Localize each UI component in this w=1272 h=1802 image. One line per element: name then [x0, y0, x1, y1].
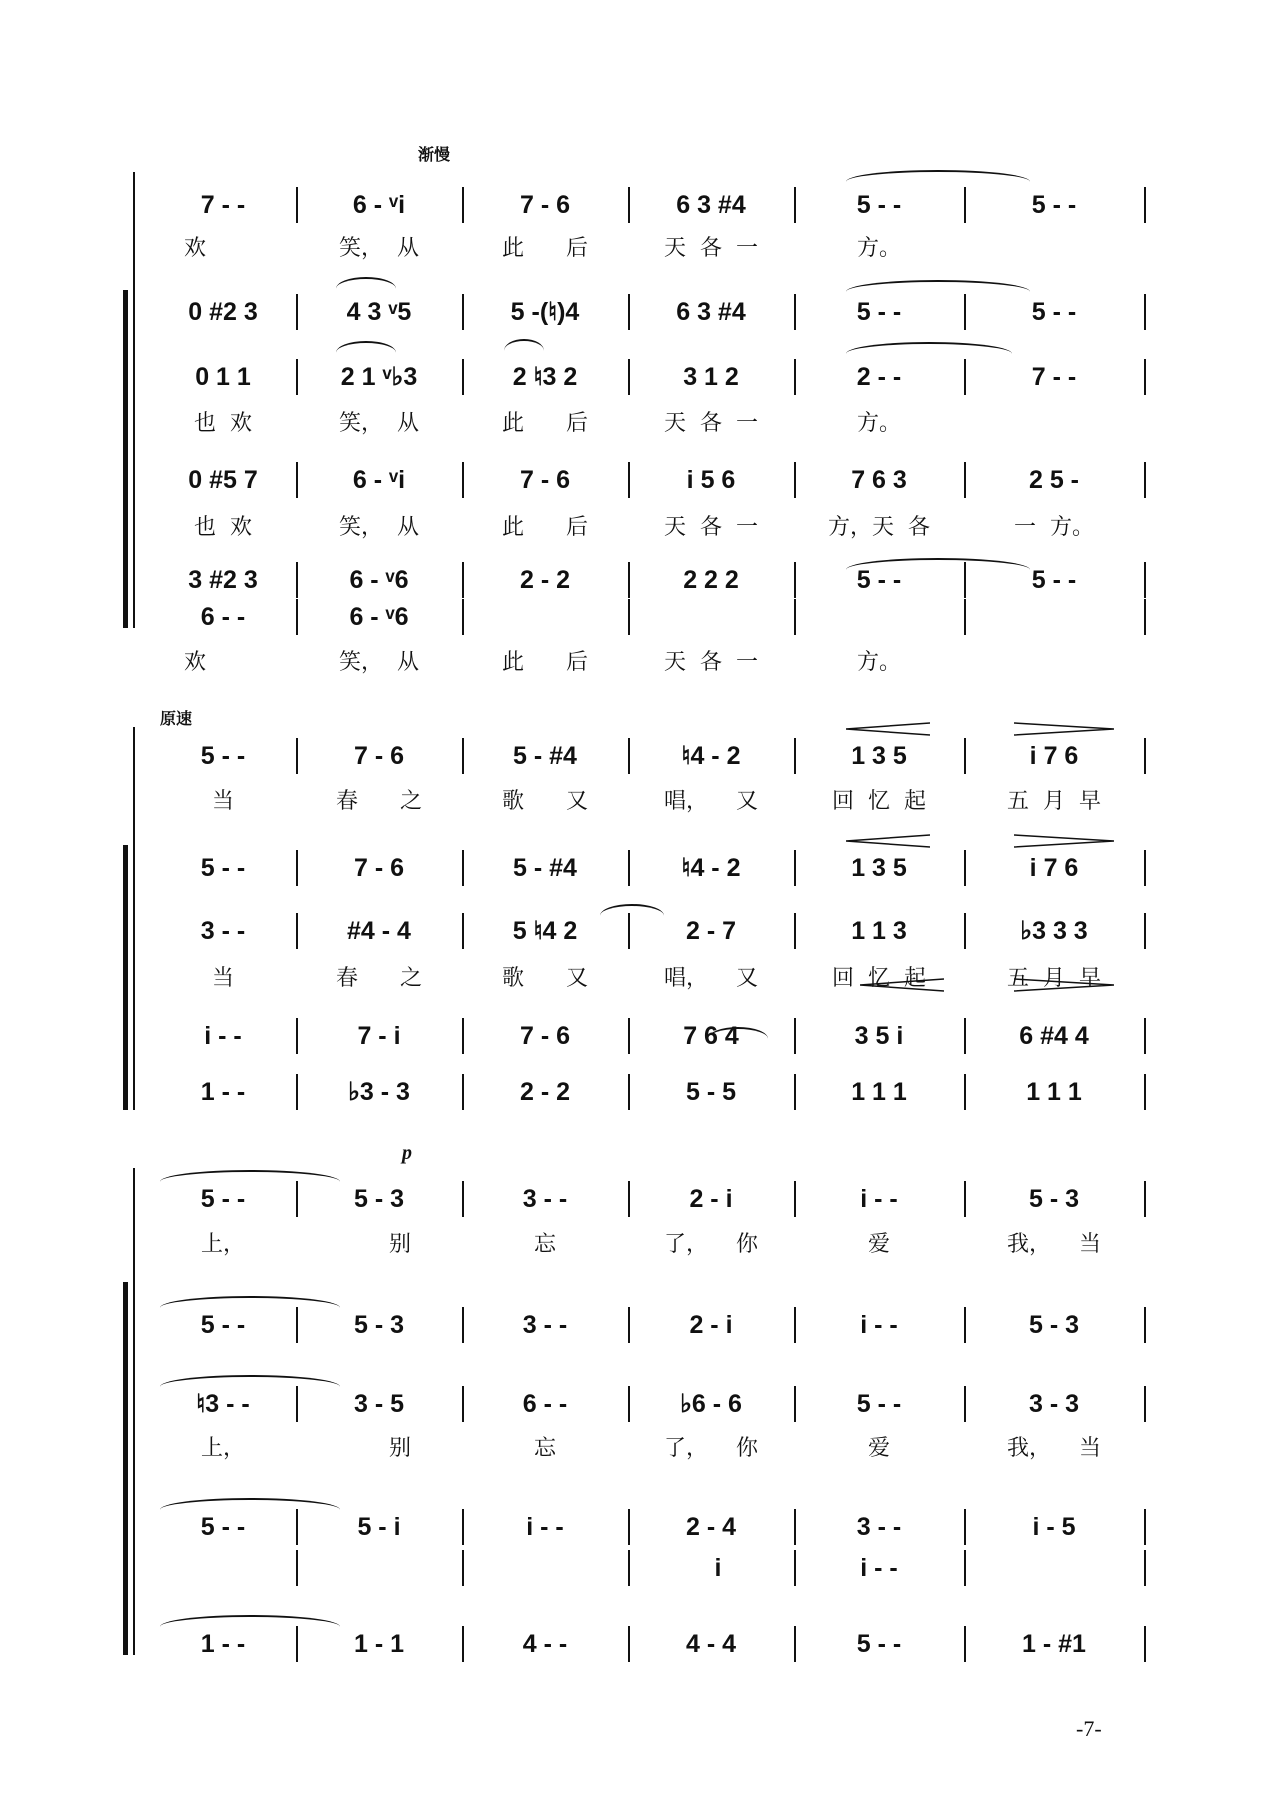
measure: i 7 6: [1029, 854, 1079, 882]
measure: 5 - 3: [1028, 1311, 1080, 1339]
tie: [160, 1375, 340, 1387]
barline: [628, 599, 630, 635]
measure: 0 1 1: [195, 363, 251, 391]
crescendo-hairpin: [860, 978, 944, 992]
measure: 7 - 6: [519, 466, 571, 494]
lyric: 歌 又: [502, 966, 588, 991]
measure: 6 - -: [200, 603, 246, 631]
barline: [794, 738, 796, 774]
measure: 2 - -: [856, 363, 902, 391]
lyric: 了， 你: [664, 1436, 758, 1461]
measure: 2 2 2: [683, 566, 739, 594]
barline: [794, 462, 796, 498]
measure: 5 - 5: [685, 1078, 737, 1106]
staff-row: [0, 185, 1272, 225]
measure: 3 - -: [856, 1513, 902, 1541]
measure: 5 ♮4 2: [512, 917, 578, 945]
measure: ♭3 - 3: [348, 1078, 410, 1106]
barline: [794, 1626, 796, 1662]
measure: i - -: [860, 1311, 898, 1339]
measure: 1 - 1: [353, 1630, 405, 1658]
barline: [1144, 1509, 1146, 1545]
barline: [462, 738, 464, 774]
staff-row: [0, 560, 1272, 600]
measure: 3 - 5: [353, 1390, 405, 1418]
barline: [462, 1307, 464, 1343]
barline: [628, 1181, 630, 1217]
lyric: 天 各 一: [664, 411, 758, 436]
barline: [628, 1626, 630, 1662]
barline: [628, 1386, 630, 1422]
barline: [462, 1074, 464, 1110]
lyric: 爱: [867, 1232, 890, 1257]
lyric: 方。: [856, 650, 901, 675]
measure: 5 - -: [200, 1311, 246, 1339]
lyric: 此 后: [502, 236, 588, 261]
measure: ♮3 - -: [196, 1390, 250, 1418]
barline: [794, 1074, 796, 1110]
measure: 5 - -: [200, 742, 246, 770]
barline: [964, 850, 966, 886]
barline: [1144, 1181, 1146, 1217]
staff-row: [0, 1305, 1272, 1345]
lyric: 春 之: [336, 966, 422, 991]
lyric: 笑， 从: [339, 650, 419, 675]
measure: 2 5 -: [1028, 466, 1080, 494]
barline: [628, 913, 630, 949]
barline: [1144, 294, 1146, 330]
measure: 4 - 4: [685, 1630, 737, 1658]
barline: [628, 1509, 630, 1545]
barline: [1144, 1307, 1146, 1343]
barline: [1144, 913, 1146, 949]
barline: [296, 1386, 298, 1422]
barline: [794, 1509, 796, 1545]
lyric-row: [0, 786, 1272, 818]
barline: [296, 913, 298, 949]
tie: [160, 1170, 340, 1182]
dynamic-marking: p: [402, 1142, 412, 1164]
barline: [964, 1550, 966, 1586]
barline: [1144, 1018, 1146, 1054]
measure: 5 -(♮)4: [510, 298, 580, 326]
barline: [964, 599, 966, 635]
lyric: 春 之: [336, 789, 422, 814]
barline: [964, 1386, 966, 1422]
measure: 6 - ᵛi: [352, 466, 406, 494]
lyric: 一 方。: [1014, 515, 1094, 540]
barline: [794, 850, 796, 886]
staff-row: [0, 1384, 1272, 1424]
barline: [296, 1074, 298, 1110]
measure: 6 - -: [522, 1390, 568, 1418]
decrescendo-hairpin: [1014, 834, 1114, 848]
measure: 0 #5 7: [188, 466, 258, 494]
lyric: 回 忆 起: [832, 789, 926, 814]
measure: 5 - -: [856, 191, 902, 219]
lyric: 方。: [856, 236, 901, 261]
measure: 1 - -: [200, 1630, 246, 1658]
barline: [462, 294, 464, 330]
barline: [1144, 187, 1146, 223]
tie: [846, 342, 1012, 354]
staff-row: [0, 1016, 1272, 1056]
measure: 5 - -: [856, 1390, 902, 1418]
measure: i - -: [526, 1513, 564, 1541]
barline: [462, 562, 464, 598]
barline: [794, 913, 796, 949]
lyric: 忘: [533, 1232, 556, 1257]
barline: [964, 1307, 966, 1343]
measure: 5 - -: [1031, 298, 1077, 326]
measure: 2 ♮3 2: [512, 363, 578, 391]
lyric-row: [0, 233, 1272, 265]
lyric: 当: [211, 966, 234, 991]
measure: i 7 6: [1029, 742, 1079, 770]
measure: 5 - 3: [1028, 1185, 1080, 1213]
lyric: 歌 又: [502, 789, 588, 814]
staff-row: [0, 1507, 1272, 1547]
lyric: 忘: [533, 1436, 556, 1461]
barline: [296, 850, 298, 886]
tie: [336, 341, 396, 353]
staff-row: [0, 736, 1272, 776]
barline: [296, 359, 298, 395]
barline: [296, 1018, 298, 1054]
barline: [1144, 359, 1146, 395]
measure: 1 1 1: [1026, 1078, 1082, 1106]
lyric: 上，: [200, 1436, 245, 1461]
barline: [628, 1307, 630, 1343]
lyric: 五 月 早: [1007, 966, 1101, 991]
measure: 5 - i: [357, 1513, 401, 1541]
barline: [964, 1181, 966, 1217]
measure: ♮4 - 2: [681, 854, 741, 882]
measure: 4 3 ᵛ5: [346, 298, 412, 326]
crescendo-hairpin: [846, 834, 930, 848]
lyric-row: [0, 1433, 1272, 1465]
barline: [1144, 562, 1146, 598]
measure: 2 - 2: [519, 1078, 571, 1106]
measure: 2 - i: [689, 1185, 733, 1213]
barline: [462, 1018, 464, 1054]
barline: [964, 359, 966, 395]
lyric: 我， 当: [1007, 1436, 1101, 1461]
barline: [964, 1626, 966, 1662]
barline: [964, 1018, 966, 1054]
barline: [964, 462, 966, 498]
measure: 2 - i: [689, 1311, 733, 1339]
barline: [1144, 850, 1146, 886]
tie: [160, 1615, 340, 1627]
measure: 2 1 ᵛ♭3: [340, 363, 418, 391]
measure: i - 5: [1032, 1513, 1076, 1541]
measure: 3 - -: [200, 917, 246, 945]
barline: [794, 187, 796, 223]
staff-row: [0, 460, 1272, 500]
barline: [296, 1307, 298, 1343]
staff-row: [0, 1624, 1272, 1664]
barline: [296, 599, 298, 635]
lyric: 唱， 又: [664, 966, 758, 991]
barline: [462, 187, 464, 223]
barline: [628, 738, 630, 774]
measure: 5 - -: [200, 854, 246, 882]
lyric: 爱: [867, 1436, 890, 1461]
barline: [1144, 738, 1146, 774]
measure: 5 - -: [856, 1630, 902, 1658]
staff-row: [0, 1548, 1272, 1588]
measure: 7 - i: [357, 1022, 401, 1050]
barline: [964, 1509, 966, 1545]
measure: 5 - #4: [513, 854, 577, 882]
decrescendo-hairpin: [1014, 978, 1114, 992]
lyric: 别: [347, 1436, 411, 1461]
barline: [964, 738, 966, 774]
measure: 5 - 3: [353, 1311, 405, 1339]
lyric: 欢: [184, 650, 262, 675]
decrescendo-hairpin: [1014, 722, 1114, 736]
barline: [296, 1509, 298, 1545]
lyric-row: [0, 408, 1272, 440]
measure: 1 - #1: [1022, 1630, 1086, 1658]
lyric: 唱， 又: [664, 789, 758, 814]
measure: 1 1 3: [851, 917, 907, 945]
lyric: 天 各 一: [664, 236, 758, 261]
measure: 7 - -: [200, 191, 246, 219]
barline: [628, 359, 630, 395]
barline: [296, 294, 298, 330]
barline: [296, 1550, 298, 1586]
tie: [160, 1498, 340, 1510]
staff-row: [0, 1072, 1272, 1112]
measure: 3 - 3: [1028, 1390, 1080, 1418]
barline: [1144, 1550, 1146, 1586]
page-number: -7-: [1076, 1716, 1102, 1741]
barline: [794, 562, 796, 598]
measure: i - -: [860, 1554, 898, 1582]
measure: 5 - -: [1031, 191, 1077, 219]
barline: [964, 913, 966, 949]
measure: 7 - 6: [519, 191, 571, 219]
barline: [794, 294, 796, 330]
lyric: 天 各 一: [664, 650, 758, 675]
barline: [296, 562, 298, 598]
measure: #4 - 4: [347, 917, 411, 945]
barline: [462, 462, 464, 498]
measure: i: [700, 1554, 722, 1582]
measure: 5 - -: [200, 1513, 246, 1541]
barline: [964, 1074, 966, 1110]
tie: [160, 1296, 340, 1308]
staff-row: [0, 357, 1272, 397]
barline: [296, 738, 298, 774]
lyric: 我， 当: [1007, 1232, 1101, 1257]
barline: [628, 850, 630, 886]
measure: i - -: [860, 1185, 898, 1213]
measure: 4 - -: [522, 1630, 568, 1658]
measure: i 5 6: [686, 466, 736, 494]
barline: [964, 187, 966, 223]
lyric: 五 月 早: [1007, 789, 1101, 814]
barline: [794, 1550, 796, 1586]
measure: 5 - -: [856, 298, 902, 326]
lyric: 欢: [184, 236, 262, 261]
barline: [462, 1386, 464, 1422]
barline: [1144, 1386, 1146, 1422]
measure: 1 3 5: [851, 742, 907, 770]
barline: [462, 599, 464, 635]
staff-row: [0, 911, 1272, 951]
measure: 7 - 6: [353, 854, 405, 882]
measure: 7 - 6: [519, 1022, 571, 1050]
staff-row: [0, 597, 1272, 637]
measure: 5 - 3: [353, 1185, 405, 1213]
lyric: 笑， 从: [339, 236, 419, 261]
barline: [462, 913, 464, 949]
measure: 7 - 6: [353, 742, 405, 770]
measure: i - -: [204, 1022, 242, 1050]
lyric: 也 欢: [194, 411, 252, 436]
measure: 5 - -: [200, 1185, 246, 1213]
measure: 2 - 7: [685, 917, 737, 945]
measure: 7 - -: [1031, 363, 1077, 391]
tie: [846, 170, 1030, 182]
measure: 5 - #4: [513, 742, 577, 770]
lyric: 回 忆 起: [832, 966, 926, 991]
barline: [794, 1018, 796, 1054]
barline: [296, 187, 298, 223]
barline: [628, 187, 630, 223]
lyric: 笑， 从: [339, 411, 419, 436]
measure: 1 1 1: [851, 1078, 907, 1106]
measure: 3 #2 3: [188, 566, 258, 594]
measure: 2 - 2: [519, 566, 571, 594]
barline: [1144, 1626, 1146, 1662]
measure: 7 6 4: [683, 1022, 739, 1050]
tie: [600, 904, 664, 916]
barline: [462, 1626, 464, 1662]
lyric-row: [0, 512, 1272, 544]
lyric-row: [0, 647, 1272, 679]
barline: [794, 1181, 796, 1217]
barline: [462, 359, 464, 395]
barline: [794, 1386, 796, 1422]
barline: [462, 1181, 464, 1217]
tie: [504, 339, 544, 351]
measure: ♭3 3 3: [1020, 917, 1088, 945]
measure: 2 - 4: [685, 1513, 737, 1541]
barline: [1144, 1074, 1146, 1110]
tie: [336, 277, 396, 289]
staff-row: [0, 1179, 1272, 1219]
lyric: 别: [347, 1232, 411, 1257]
barline: [964, 294, 966, 330]
measure: 3 - -: [522, 1185, 568, 1213]
measure: 7 6 3: [851, 466, 907, 494]
lyric: 当: [211, 789, 234, 814]
barline: [296, 462, 298, 498]
lyric: 此 后: [502, 515, 588, 540]
lyric-row: [0, 1229, 1272, 1261]
measure: ♭6 - 6: [680, 1390, 742, 1418]
measure: 6 - ᵛ6: [349, 603, 409, 631]
measure: 0 #2 3: [188, 298, 258, 326]
measure: 5 - -: [856, 566, 902, 594]
tempo-marking: 原速: [160, 709, 193, 728]
measure: 5 - -: [1031, 566, 1077, 594]
barline: [296, 1626, 298, 1662]
lyric: 方。: [856, 411, 901, 436]
barline: [628, 1018, 630, 1054]
barline: [628, 462, 630, 498]
lyric: 上，: [200, 1232, 245, 1257]
barline: [462, 1550, 464, 1586]
measure: 1 - -: [200, 1078, 246, 1106]
measure: 6 3 #4: [676, 191, 746, 219]
tie: [846, 280, 1030, 292]
measure: 1 3 5: [851, 854, 907, 882]
barline: [794, 359, 796, 395]
lyric: 笑， 从: [339, 515, 419, 540]
staff-row: [0, 848, 1272, 888]
crescendo-hairpin: [846, 722, 930, 736]
measure: 6 - ᵛ6: [349, 566, 409, 594]
lyric: 天 各 一: [664, 515, 758, 540]
measure: 3 1 2: [683, 363, 739, 391]
barline: [794, 599, 796, 635]
barline: [628, 562, 630, 598]
barline: [296, 1181, 298, 1217]
measure: 3 - -: [522, 1311, 568, 1339]
measure: 6 #4 4: [1019, 1022, 1089, 1050]
tempo-marking: 渐慢: [418, 145, 451, 164]
barline: [462, 850, 464, 886]
measure: ♮4 - 2: [681, 742, 741, 770]
barline: [628, 1550, 630, 1586]
lyric: 此 后: [502, 411, 588, 436]
measure: 6 - ᵛi: [352, 191, 406, 219]
barline: [628, 1074, 630, 1110]
barline: [462, 1509, 464, 1545]
measure: 6 3 #4: [676, 298, 746, 326]
barline: [794, 1307, 796, 1343]
staff-row: [0, 292, 1272, 332]
lyric: 方，天 各: [828, 515, 930, 540]
lyric: 了， 你: [664, 1232, 758, 1257]
barline: [1144, 462, 1146, 498]
barline: [1144, 599, 1146, 635]
barline: [628, 294, 630, 330]
lyric: 也 欢: [194, 515, 252, 540]
measure: 3 5 i: [854, 1022, 904, 1050]
lyric: 此 后: [502, 650, 588, 675]
